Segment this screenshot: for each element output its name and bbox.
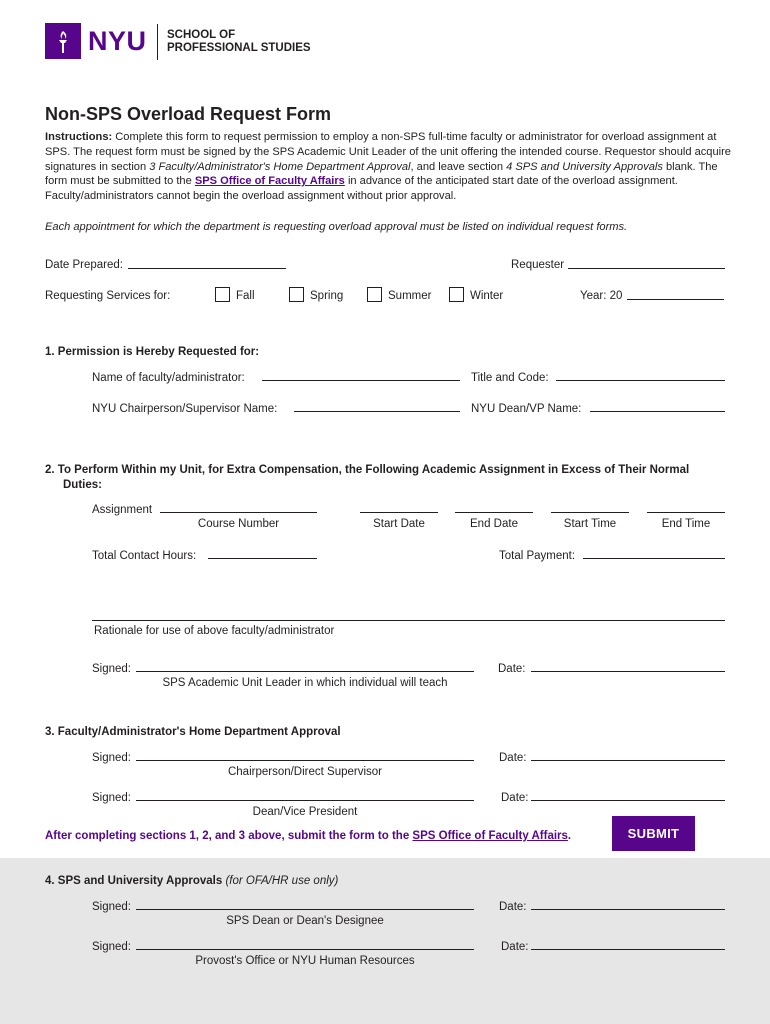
chair-signed-label: Signed: bbox=[92, 752, 132, 764]
summer-checkbox[interactable] bbox=[367, 287, 382, 302]
contact-hours-label: Total Contact Hours: bbox=[92, 550, 197, 562]
faculty-name-field[interactable] bbox=[262, 380, 460, 381]
provost-signature-field[interactable] bbox=[136, 949, 474, 950]
section-1-heading: 1. Permission is Hereby Requested for: bbox=[45, 346, 260, 358]
provost-signed-label: Signed: bbox=[92, 941, 132, 953]
dean-name-field[interactable] bbox=[590, 411, 725, 412]
chair-name-label: NYU Chairperson/Supervisor Name: bbox=[92, 403, 278, 415]
dean-name-label: NYU Dean/VP Name: bbox=[471, 403, 582, 415]
chair-name-field[interactable] bbox=[294, 411, 460, 412]
nyu-torch-logo bbox=[45, 23, 81, 59]
instructions: Instructions: Complete this form to request permission to employ a non-SPS full-time faculty or administrator for overload assignment at SPS. The request form must be signed by the SPS Academic Unit Leader of the unit offering the intended course. Requestor should acquire signatures in section 3 Faculty/Administrator's Home Department Approval, and leave section 4 SPS and University Approvals blank. The form must be submitted to the SPS Office of Faculty Affairs in advance of the anticipated start date of the overload assignment. Faculty/administrators cannot begin the overload assignment without prior approval. bbox=[45, 131, 731, 203]
chair-signature-field[interactable] bbox=[136, 760, 474, 761]
winter-label: Winter bbox=[470, 290, 504, 302]
unit-leader-caption: SPS Academic Unit Leader in which individual will teach bbox=[162, 677, 448, 689]
school-name: SCHOOL OF PROFESSIONAL STUDIES bbox=[167, 29, 311, 54]
sps-dean-caption: SPS Dean or Dean's Designee bbox=[226, 915, 384, 927]
submit-button[interactable]: SUBMIT bbox=[612, 816, 695, 851]
dean-date-label: Date: bbox=[501, 792, 529, 804]
unit-leader-date-field[interactable] bbox=[531, 671, 725, 672]
page-title: Non-SPS Overload Request Form bbox=[45, 104, 332, 124]
title-code-field[interactable] bbox=[556, 380, 725, 381]
start-date-caption: Start Date bbox=[373, 518, 425, 530]
chair-date-label: Date: bbox=[499, 752, 527, 764]
dean-caption: Dean/Vice President bbox=[252, 806, 358, 818]
start-time-field[interactable] bbox=[551, 512, 629, 513]
winter-checkbox[interactable] bbox=[449, 287, 464, 302]
sps-dean-date-label: Date: bbox=[499, 901, 527, 913]
section-3-heading: 3. Faculty/Administrator's Home Department Approval bbox=[45, 726, 341, 738]
dean-signed-label: Signed: bbox=[92, 792, 132, 804]
end-date-field[interactable] bbox=[455, 512, 533, 513]
end-time-field[interactable] bbox=[647, 512, 725, 513]
rationale-caption: Rationale for use of above faculty/administrator bbox=[94, 625, 335, 637]
year-field[interactable] bbox=[627, 299, 724, 300]
fall-checkbox[interactable] bbox=[215, 287, 230, 302]
requester-field[interactable] bbox=[568, 268, 725, 269]
faculty-affairs-submit-link[interactable]: SPS Office of Faculty Affairs bbox=[412, 830, 568, 842]
torch-icon bbox=[45, 23, 81, 59]
section-2-heading-cont: Duties: bbox=[63, 479, 102, 491]
spring-checkbox[interactable] bbox=[289, 287, 304, 302]
requester-label: Requester bbox=[511, 259, 565, 271]
requesting-services-label: Requesting Services for: bbox=[45, 290, 171, 302]
unit-leader-signed-label: Signed: bbox=[92, 663, 132, 675]
unit-leader-signature-field[interactable] bbox=[136, 671, 474, 672]
provost-date-label: Date: bbox=[501, 941, 529, 953]
provost-caption: Provost's Office or NYU Human Resources bbox=[195, 955, 415, 967]
end-time-caption: End Time bbox=[661, 518, 711, 530]
sps-dean-signature-field[interactable] bbox=[136, 909, 474, 910]
dean-date-field[interactable] bbox=[531, 800, 725, 801]
spring-label: Spring bbox=[310, 290, 344, 302]
faculty-affairs-link[interactable]: SPS Office of Faculty Affairs bbox=[194, 175, 345, 188]
summer-label: Summer bbox=[388, 290, 432, 302]
title-code-label: Title and Code: bbox=[471, 372, 549, 384]
total-payment-field[interactable] bbox=[583, 558, 725, 559]
sps-dean-date-field[interactable] bbox=[531, 909, 725, 910]
total-payment-label: Total Payment: bbox=[499, 550, 576, 562]
section-2-heading: 2. To Perform Within my Unit, for Extra Compensation, the Following Academic Assignment in Excess of Their Normal bbox=[45, 464, 690, 476]
provost-date-field[interactable] bbox=[531, 949, 725, 950]
assignment-label: Assignment bbox=[92, 504, 153, 516]
end-date-caption: End Date bbox=[470, 518, 518, 530]
year-label: Year: 20 bbox=[580, 290, 623, 302]
dean-signature-field[interactable] bbox=[136, 800, 474, 801]
course-number-caption: Course Number bbox=[197, 518, 280, 530]
chair-caption: Chairperson/Direct Supervisor bbox=[227, 766, 383, 778]
start-time-caption: Start Time bbox=[563, 518, 617, 530]
contact-hours-field[interactable] bbox=[208, 558, 317, 559]
sps-dean-signed-label: Signed: bbox=[92, 901, 132, 913]
faculty-name-label: Name of faculty/administrator: bbox=[92, 372, 245, 384]
logo-text: NYU bbox=[88, 26, 147, 56]
date-prepared-field[interactable] bbox=[128, 268, 286, 269]
section-4-heading: 4. SPS and University Approvals (for OFA/HR use only) bbox=[45, 875, 339, 887]
rationale-field[interactable] bbox=[92, 620, 725, 621]
course-number-field[interactable] bbox=[160, 512, 317, 513]
logo-divider bbox=[157, 24, 158, 60]
chair-date-field[interactable] bbox=[531, 760, 725, 761]
submit-instruction: After completing sections 1, 2, and 3 above, submit the form to the SPS Office of Faculty Affairs. bbox=[45, 830, 572, 842]
unit-leader-date-label: Date: bbox=[498, 663, 526, 675]
individual-forms-note: Each appointment for which the department is requesting overload approval must be listed on individual request forms. bbox=[45, 221, 628, 233]
date-prepared-label: Date Prepared: bbox=[45, 259, 123, 271]
fall-label: Fall bbox=[236, 290, 255, 302]
start-date-field[interactable] bbox=[360, 512, 438, 513]
